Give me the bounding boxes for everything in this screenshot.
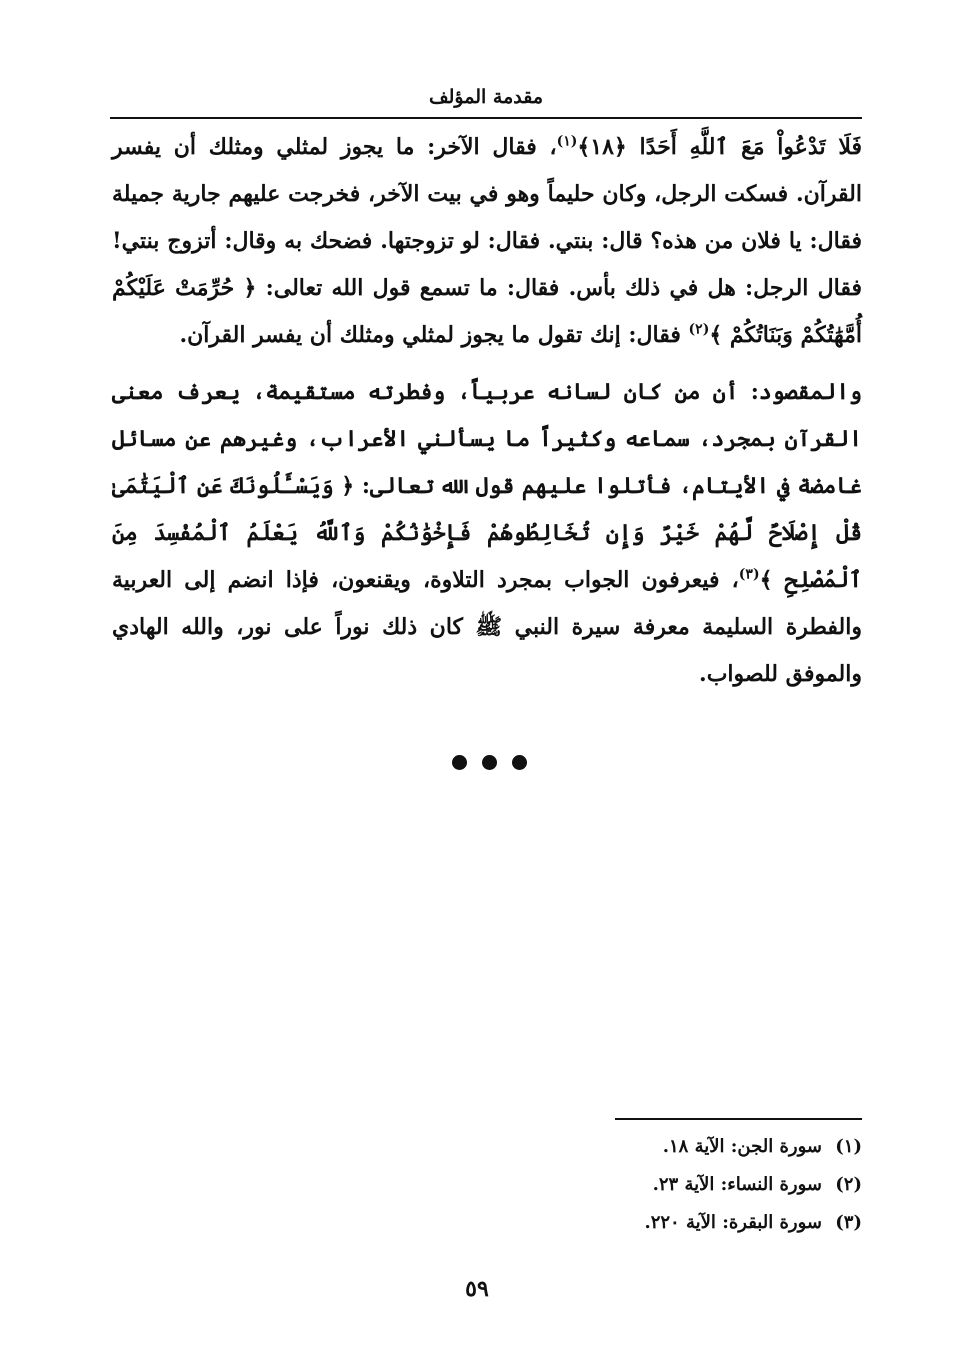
separator-dot (452, 755, 467, 770)
paragraph-2-lead: والمقصود: (750, 379, 862, 405)
paragraph-1 (112, 124, 862, 359)
separator-dot (482, 755, 497, 770)
footnote-1 (560, 1128, 862, 1166)
footnote-number: (١) (835, 1136, 862, 1157)
footnote-text: سورة الجن: الآية ١٨. (662, 1136, 822, 1157)
header-rule (110, 117, 862, 119)
footnote-number: (٣) (835, 1212, 862, 1233)
footnote-ref-1[interactable]: (١) (556, 133, 578, 150)
footnote-rule (615, 1118, 862, 1120)
body-text (112, 124, 862, 698)
footnote-text: سورة النساء: الآية ٢٣. (652, 1174, 822, 1195)
paragraph-1-text-a: ، فقال الآخر: ما يجوز لمثلي ومثلك أن يفسر القرآن. فسكت الرجل، وكان حليماً وهو في بيت الآخر، فخرجت عليهم جارية جميلة فقال: يا فلان من هذه؟ قال: بنتي. فقال: لو تزوجتها. فضحك به وقال: أتزوج بنتي! فقال الرجل: هل في ذلك بأس. فقال: ما تسمع قول الله تعالى: (112, 134, 862, 301)
paragraph-2-text-a: أن من كان لسانه عربياً، وفطرته مستقيمة، يعرف معنى القرآن بمجرد، سماعه وكثيراً ما يسألني الأعراب، وغيرهم عن مسائل غامضة في الأيتام، فأتلوا عليهم قول الله تعالى: (112, 379, 862, 499)
section-separator (452, 748, 527, 776)
footnote-2 (560, 1166, 862, 1204)
footnote-ref-2[interactable]: (٢) (688, 321, 710, 338)
paragraph-1-text-b: فقال: إنك تقول ما يجوز لمثلي ومثلك أن يفسر القرآن. (179, 322, 681, 348)
footnote-3 (560, 1204, 862, 1242)
quran-verse-2: ﴿ حُرِّمَتْ عَلَيْكُمْ أُمَّهَٰتُكُمْ وَبَنَاتُكُمْ ﴾ (112, 275, 862, 348)
paragraph-2 (112, 369, 862, 698)
footnotes (560, 1128, 862, 1242)
footnote-number: (٢) (835, 1174, 862, 1195)
page-number: ٥٩ (465, 1276, 489, 1302)
quran-verse-1: فَلَا تَدْعُواْ مَعَ ٱللَّهِ أَحَدًا ﴿١٨﴾ (577, 134, 862, 160)
paragraph-2-text-b: ، فيعرفون الجواب بمجرد التلاوة، ويقنعون، فإذا انضم إلى العربية والفطرة السليمة معرفة سيرة النبي ﷺ كان ذلك نوراً على نور، والله الهادي والموفق للصواب. (112, 567, 862, 687)
footnote-ref-3[interactable]: (٣) (738, 566, 760, 583)
footnote-text: سورة البقرة: الآية ٢٢٠. (644, 1212, 822, 1233)
running-header: مقدمة المؤلف (428, 86, 544, 108)
separator-dot (512, 755, 527, 770)
quran-verse-3: ﴿ وَيَسْـَٔلُونَكَ عَنِ ٱلْيَتَٰمَىٰ قُلْ إِصْلَاحٌ لَّهُمْ خَيْرٌ وَإِن تُخَالِطُوهُمْ فَإِخْوَٰنُكُمْ وَٱللَّهُ يَعْلَمُ ٱلْمُفْسِدَ مِنَ ٱلْمُصْلِحِ ﴾ (112, 473, 862, 593)
